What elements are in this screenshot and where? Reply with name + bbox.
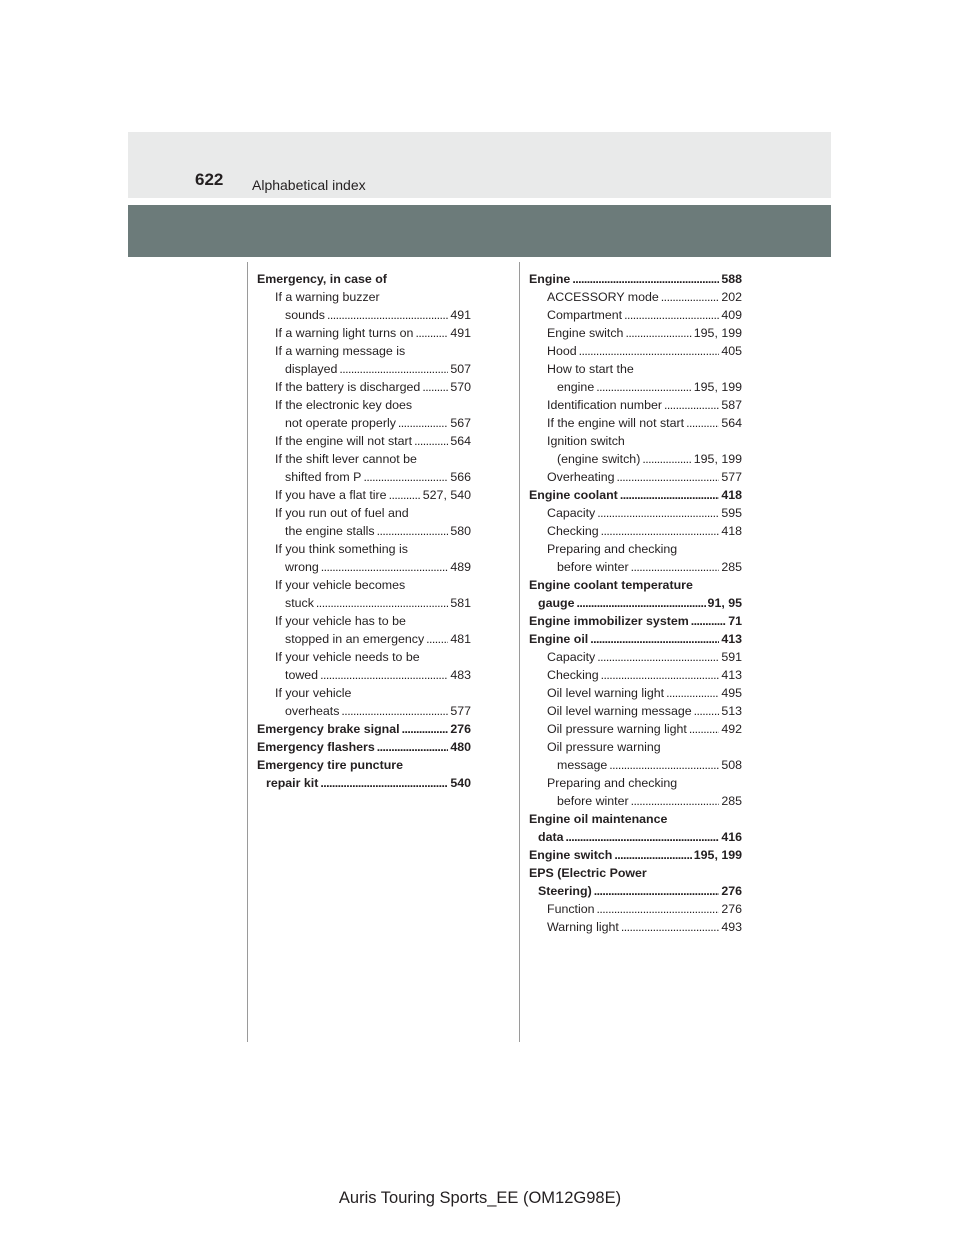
index-entry-label: If your vehicle becomes bbox=[275, 578, 406, 592]
index-entry-pages: 493 bbox=[721, 920, 742, 934]
dot-leader bbox=[590, 630, 719, 648]
index-entry-label: If a warning message is bbox=[275, 344, 406, 358]
index-entry bbox=[529, 558, 742, 576]
manual-title-footer: Auris Touring Sports_EE (OM12G98E) bbox=[338, 1189, 622, 1207]
dot-leader bbox=[579, 342, 720, 360]
dot-leader bbox=[321, 558, 449, 576]
dot-leader bbox=[565, 828, 719, 846]
index-entry bbox=[529, 648, 742, 666]
dot-leader bbox=[316, 594, 448, 612]
index-entry-pages: 595 bbox=[721, 506, 742, 520]
dot-leader bbox=[664, 396, 719, 414]
index-entry bbox=[529, 738, 742, 756]
index-entry bbox=[257, 342, 471, 360]
dot-leader bbox=[694, 702, 720, 720]
index-entry bbox=[257, 720, 471, 738]
index-entry-label: the engine stalls bbox=[285, 524, 375, 538]
index-entry-pages: 481 bbox=[450, 632, 471, 646]
index-entry bbox=[529, 774, 742, 792]
index-entry-label: wrong bbox=[285, 560, 319, 574]
dot-leader bbox=[414, 432, 448, 450]
index-entry-label: Engine coolant bbox=[529, 488, 618, 502]
index-entry bbox=[529, 666, 742, 684]
dot-leader bbox=[609, 756, 719, 774]
index-entry bbox=[529, 270, 742, 288]
dot-leader bbox=[661, 288, 720, 306]
index-entry-pages: 566 bbox=[450, 470, 471, 484]
index-entry bbox=[529, 900, 742, 918]
index-entry bbox=[529, 702, 742, 720]
index-entry-pages: 418 bbox=[721, 488, 742, 502]
index-entry bbox=[529, 522, 742, 540]
dot-leader bbox=[341, 702, 448, 720]
index-entry-pages: 276 bbox=[721, 884, 742, 898]
index-entry bbox=[529, 396, 742, 414]
index-entry bbox=[529, 486, 742, 504]
dot-leader bbox=[596, 378, 692, 396]
index-entry-label: Oil pressure warning bbox=[547, 740, 661, 754]
index-entry bbox=[529, 864, 742, 882]
index-entry bbox=[529, 540, 742, 558]
index-entry bbox=[529, 846, 742, 864]
index-entry bbox=[257, 648, 471, 666]
index-entry-pages: 491 bbox=[450, 308, 471, 322]
dot-leader bbox=[620, 486, 720, 504]
index-entry bbox=[529, 828, 742, 846]
dot-leader bbox=[625, 324, 691, 342]
index-column-right bbox=[529, 270, 742, 936]
dot-leader bbox=[686, 414, 719, 432]
index-entry-label: Warning light bbox=[547, 920, 619, 934]
index-entry bbox=[529, 720, 742, 738]
index-entry-pages: 577 bbox=[450, 704, 471, 718]
index-entry-pages: 591 bbox=[721, 650, 742, 664]
index-entry bbox=[257, 774, 471, 792]
index-entry-pages: 413 bbox=[721, 668, 742, 682]
index-entry-label: Engine coolant temperature bbox=[529, 578, 693, 592]
section-band bbox=[128, 205, 831, 257]
index-entry-label: Checking bbox=[547, 524, 599, 538]
index-entry bbox=[257, 684, 471, 702]
dot-leader bbox=[422, 378, 448, 396]
dot-leader bbox=[377, 522, 449, 540]
dot-leader bbox=[426, 630, 448, 648]
index-entry-label: Oil level warning message bbox=[547, 704, 692, 718]
index-entry-label: If your vehicle has to be bbox=[275, 614, 406, 628]
index-entry bbox=[529, 360, 742, 378]
index-entry-pages: 195, 199 bbox=[693, 326, 742, 340]
index-entry-pages: 495 bbox=[721, 686, 742, 700]
index-entry-pages: 480 bbox=[450, 740, 471, 754]
dot-leader bbox=[601, 522, 720, 540]
index-entry-label: If you have a flat tire bbox=[275, 488, 387, 502]
index-entry bbox=[257, 396, 471, 414]
index-entry bbox=[529, 792, 742, 810]
index-entry bbox=[529, 684, 742, 702]
index-entry bbox=[529, 756, 742, 774]
index-entry bbox=[257, 738, 471, 756]
index-entry-pages: 285 bbox=[721, 794, 742, 808]
index-entry-label: before winter bbox=[557, 794, 629, 808]
index-entry-pages: 577 bbox=[721, 470, 742, 484]
index-entry-label: If the engine will not start bbox=[275, 434, 413, 448]
index-entry-pages: 195, 199 bbox=[693, 380, 742, 394]
column-rule-middle bbox=[519, 262, 520, 1042]
index-entry bbox=[257, 324, 471, 342]
index-entry bbox=[529, 378, 742, 396]
index-entry bbox=[257, 756, 471, 774]
index-entry-label: Overheating bbox=[547, 470, 615, 484]
index-entry bbox=[257, 630, 471, 648]
index-entry-pages: 91, 95 bbox=[707, 596, 742, 610]
index-entry-pages: 285 bbox=[721, 560, 742, 574]
index-entry bbox=[257, 414, 471, 432]
index-entry-label: Function bbox=[547, 902, 595, 916]
index-entry-label: (engine switch) bbox=[557, 452, 641, 466]
index-entry-label: Engine switch bbox=[547, 326, 624, 340]
index-entry-label: sounds bbox=[285, 308, 325, 322]
dot-leader bbox=[572, 270, 719, 288]
index-entry-pages: 507 bbox=[450, 362, 471, 376]
column-rule-left bbox=[247, 262, 248, 1042]
index-entry-pages: 491 bbox=[450, 326, 471, 340]
index-entry-pages: 276 bbox=[450, 722, 471, 736]
dot-leader bbox=[631, 558, 720, 576]
index-entry bbox=[257, 612, 471, 630]
index-entry-label: Preparing and checking bbox=[547, 776, 678, 790]
index-entry-pages: 413 bbox=[721, 632, 742, 646]
dot-leader bbox=[398, 414, 448, 432]
index-entry bbox=[529, 306, 742, 324]
index-entry bbox=[257, 450, 471, 468]
index-entry-pages: 527, 540 bbox=[422, 488, 471, 502]
index-entry-label: Emergency tire puncture bbox=[257, 758, 403, 772]
index-entry-pages: 71 bbox=[728, 614, 742, 628]
index-entry bbox=[257, 576, 471, 594]
dot-leader bbox=[601, 666, 720, 684]
index-entry-label: Hood bbox=[547, 344, 577, 358]
index-entry-pages: 492 bbox=[721, 722, 742, 736]
index-entry-label: Capacity bbox=[547, 506, 596, 520]
index-entry-label: Checking bbox=[547, 668, 599, 682]
dot-leader bbox=[597, 900, 720, 918]
index-entry-pages: 483 bbox=[450, 668, 471, 682]
index-entry-label: Identification number bbox=[547, 398, 663, 412]
dot-leader bbox=[631, 792, 720, 810]
index-entry-pages: 581 bbox=[450, 596, 471, 610]
index-entry-label: Oil pressure warning light bbox=[547, 722, 687, 736]
index-entry bbox=[529, 630, 742, 648]
index-entry-pages: 409 bbox=[721, 308, 742, 322]
page-number: 622 bbox=[195, 170, 224, 189]
dot-leader bbox=[363, 468, 448, 486]
index-entry-label: Engine immobilizer system bbox=[529, 614, 689, 628]
section-title: Alphabetical index bbox=[252, 177, 366, 193]
index-entry-label: If your vehicle bbox=[275, 686, 352, 700]
index-entry-label: message bbox=[557, 758, 608, 772]
index-entry-label: Preparing and checking bbox=[547, 542, 678, 556]
index-entry-label: ACCESSORY mode bbox=[547, 290, 659, 304]
index-entry-pages: 570 bbox=[450, 380, 471, 394]
index-entry-label: If the engine will not start bbox=[547, 416, 685, 430]
index-entry-label: If a warning light turns on bbox=[275, 326, 414, 340]
index-entry bbox=[257, 504, 471, 522]
index-entry bbox=[257, 594, 471, 612]
index-entry-pages: 195, 199 bbox=[693, 848, 742, 862]
dot-leader bbox=[597, 648, 719, 666]
index-entry bbox=[529, 594, 742, 612]
index-entry-label: stopped in an emergency bbox=[285, 632, 425, 646]
index-entry-label: Compartment bbox=[547, 308, 623, 322]
dot-leader bbox=[691, 612, 726, 630]
index-entry bbox=[257, 360, 471, 378]
index-entry-pages: 195, 199 bbox=[693, 452, 742, 466]
index-entry bbox=[257, 486, 471, 504]
index-entry-label: gauge bbox=[538, 596, 575, 610]
index-entry-pages: 564 bbox=[721, 416, 742, 430]
index-entry-label: Engine oil maintenance bbox=[529, 812, 668, 826]
dot-leader bbox=[642, 450, 691, 468]
index-entry bbox=[529, 414, 742, 432]
dot-leader bbox=[389, 486, 421, 504]
dot-leader bbox=[327, 306, 448, 324]
index-entry bbox=[257, 540, 471, 558]
dot-leader bbox=[320, 666, 448, 684]
index-entry-label: data bbox=[538, 830, 564, 844]
index-entry-label: before winter bbox=[557, 560, 629, 574]
index-entry-label: stuck bbox=[285, 596, 314, 610]
index-entry-pages: 489 bbox=[450, 560, 471, 574]
index-entry bbox=[529, 432, 742, 450]
index-entry-label: If the electronic key does bbox=[275, 398, 413, 412]
dot-leader bbox=[689, 720, 720, 738]
index-entry bbox=[529, 504, 742, 522]
dot-leader bbox=[624, 306, 719, 324]
dot-leader bbox=[614, 846, 691, 864]
index-entry-pages: 202 bbox=[721, 290, 742, 304]
index-entry-pages: 588 bbox=[721, 272, 742, 286]
dot-leader bbox=[621, 918, 719, 936]
index-entry-label: Engine oil bbox=[529, 632, 589, 646]
index-entry-label: overheats bbox=[285, 704, 340, 718]
index-entry bbox=[257, 702, 471, 720]
dot-leader bbox=[617, 468, 720, 486]
header-band bbox=[128, 132, 831, 198]
dot-leader bbox=[402, 720, 449, 738]
index-entry bbox=[529, 342, 742, 360]
index-column-left bbox=[257, 270, 471, 792]
index-entry-label: Engine bbox=[529, 272, 571, 286]
dot-leader bbox=[415, 324, 448, 342]
dot-leader bbox=[320, 774, 448, 792]
index-entry-label: Emergency brake signal bbox=[257, 722, 400, 736]
index-entry bbox=[529, 576, 742, 594]
index-entry-pages: 418 bbox=[721, 524, 742, 538]
index-entry bbox=[257, 432, 471, 450]
dot-leader bbox=[594, 882, 720, 900]
index-entry-label: Engine switch bbox=[529, 848, 613, 862]
index-entry bbox=[257, 270, 471, 288]
dot-leader bbox=[377, 738, 449, 756]
index-entry-label: How to start the bbox=[547, 362, 634, 376]
dot-leader bbox=[597, 504, 719, 522]
index-entry bbox=[257, 288, 471, 306]
index-entry-label: If the battery is discharged bbox=[275, 380, 421, 394]
index-entry-label: engine bbox=[557, 380, 595, 394]
index-entry bbox=[529, 918, 742, 936]
dot-leader bbox=[577, 594, 706, 612]
index-entry-pages: 587 bbox=[721, 398, 742, 412]
index-entry-pages: 567 bbox=[450, 416, 471, 430]
index-entry-label: If you think something is bbox=[275, 542, 408, 556]
index-entry bbox=[257, 666, 471, 684]
index-entry-label: If your vehicle needs to be bbox=[275, 650, 420, 664]
index-entry-label: EPS (Electric Power bbox=[529, 866, 647, 880]
index-entry bbox=[529, 468, 742, 486]
index-entry bbox=[257, 378, 471, 396]
index-entry bbox=[257, 306, 471, 324]
index-entry-pages: 405 bbox=[721, 344, 742, 358]
index-entry-pages: 276 bbox=[721, 902, 742, 916]
index-entry-pages: 513 bbox=[721, 704, 742, 718]
index-entry-label: If the shift lever cannot be bbox=[275, 452, 417, 466]
index-entry-pages: 540 bbox=[450, 776, 471, 790]
index-entry-label: Oil level warning light bbox=[547, 686, 665, 700]
index-entry bbox=[529, 288, 742, 306]
index-entry-label: displayed bbox=[285, 362, 338, 376]
index-entry-label: Ignition switch bbox=[547, 434, 625, 448]
index-entry-label: Emergency flashers bbox=[257, 740, 375, 754]
index-entry bbox=[529, 882, 742, 900]
index-entry-label: Emergency, in case of bbox=[257, 272, 387, 286]
index-entry-pages: 580 bbox=[450, 524, 471, 538]
index-entry-label: shifted from P bbox=[285, 470, 362, 484]
index-entry bbox=[529, 612, 742, 630]
index-entry bbox=[529, 450, 742, 468]
index-entry-label: Steering) bbox=[538, 884, 592, 898]
index-entry-label: repair kit bbox=[266, 776, 319, 790]
index-entry bbox=[257, 522, 471, 540]
index-entry-label: not operate properly bbox=[285, 416, 396, 430]
index-entry bbox=[529, 324, 742, 342]
index-entry-label: towed bbox=[285, 668, 319, 682]
index-entry-label: If you run out of fuel and bbox=[275, 506, 409, 520]
index-entry bbox=[529, 810, 742, 828]
index-entry bbox=[257, 558, 471, 576]
dot-leader bbox=[666, 684, 719, 702]
index-entry-pages: 508 bbox=[721, 758, 742, 772]
index-entry-label: Capacity bbox=[547, 650, 596, 664]
dot-leader bbox=[339, 360, 448, 378]
index-entry bbox=[257, 468, 471, 486]
index-entry-pages: 416 bbox=[721, 830, 742, 844]
index-entry-label: If a warning buzzer bbox=[275, 290, 380, 304]
index-entry-pages: 564 bbox=[450, 434, 471, 448]
